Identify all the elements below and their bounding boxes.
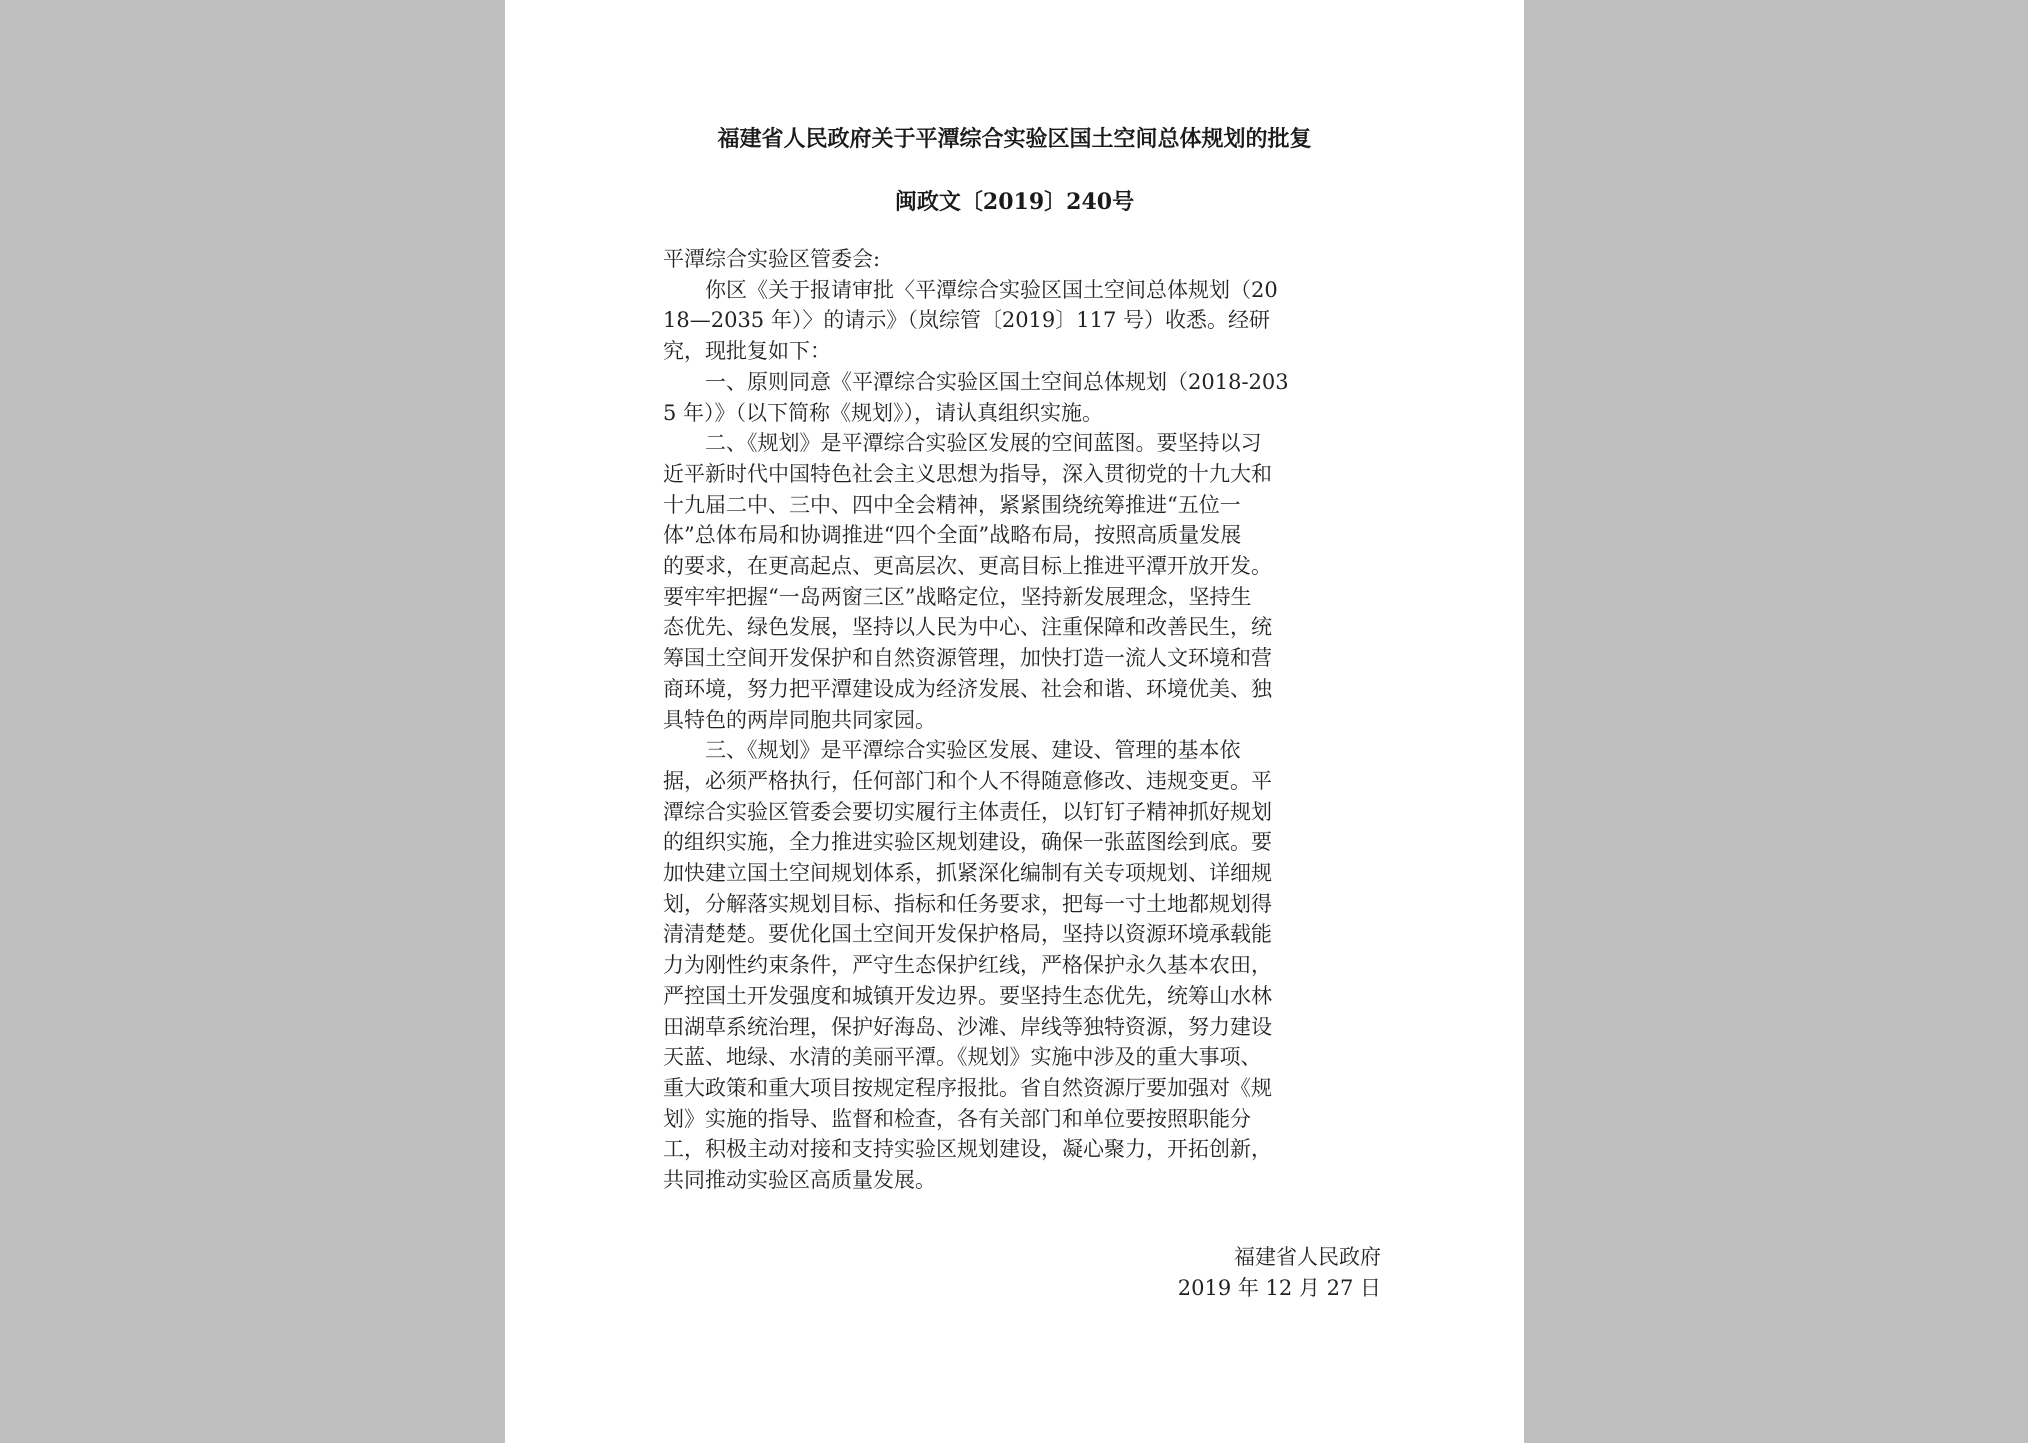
text-line: 筹国土空间开发保护和自然资源管理，加快打造一流人文环境和营 [663, 646, 1272, 671]
text-line: 据，必须严格执行，任何部门和个人不得随意修改、违规变更。平 [663, 768, 1272, 793]
document-number: 闽政文〔2019〕240号 [894, 189, 1135, 215]
paragraph-item-3 [663, 735, 1381, 1196]
issue-date: 2019 年 12 月 27 日 [1177, 1276, 1381, 1300]
text-line: 共同推动实验区高质量发展。 [663, 1168, 936, 1193]
text-line: 究，现批复如下： [663, 339, 831, 364]
text-line: 的要求，在更高起点、更高层次、更高目标上推进平潭开放开发。 [663, 554, 1272, 579]
text-line: 体”总体布局和协调推进“四个全面”战略布局，按照高质量发展 [663, 523, 1242, 548]
text-line: 力为刚性约束条件，严守生态保护红线，严格保护永久基本农田， [663, 953, 1272, 978]
text-line: 潭综合实验区管委会要切实履行主体责任，以钉钉子精神抓好规划 [663, 799, 1272, 824]
document-title: 福建省人民政府关于平潭综合实验区国土空间总体规划的批复 [717, 126, 1312, 152]
text-line: 二、《规划》是平潭综合实验区发展的空间蓝图。要坚持以习 [663, 431, 1262, 456]
text-line: 清清楚楚。要优化国土空间开发保护格局，坚持以资源环境承载能 [663, 922, 1272, 947]
paragraph-item-1 [663, 367, 1381, 428]
text-line: 严控国土开发强度和城镇开发边界。要坚持生态优先，统筹山水林 [663, 983, 1272, 1008]
text-line: 商环境，努力把平潭建设成为经济发展、社会和谐、环境优美、独 [663, 676, 1272, 701]
paragraph-item-2 [663, 428, 1381, 735]
document-page [505, 0, 1524, 1443]
text-line: 18—2035 年）〉的请示》（岚综管〔2019〕117 号）收悉。经研 [663, 308, 1271, 333]
document-body [663, 244, 1381, 1196]
text-line: 划》实施的指导、监督和检查，各有关部门和单位要按照职能分 [663, 1106, 1251, 1131]
signature-block [663, 1242, 1381, 1304]
text-line: 近平新时代中国特色社会主义思想为指导，深入贯彻党的十九大和 [663, 461, 1272, 486]
text-line: 天蓝、地绿、水清的美丽平潭。《规划》实施中涉及的重大事项、 [663, 1045, 1262, 1070]
text-line: 的组织实施，全力推进实验区规划建设，确保一张蓝图绘到底。要 [663, 830, 1272, 855]
text-line: 你区《关于报请审批〈平潭综合实验区国土空间总体规划（20 [663, 277, 1278, 302]
text-line: 5 年）》（以下简称《规划》），请认真组织实施。 [663, 400, 1104, 425]
text-line: 十九届二中、三中、四中全会精神，紧紧围绕统筹推进“五位一 [663, 492, 1241, 517]
paragraph-receipt [663, 275, 1381, 367]
text-line: 重大政策和重大项目按规定程序报批。省自然资源厅要加强对《规 [663, 1075, 1272, 1100]
text-line: 加快建立国土空间规划体系，抓紧深化编制有关专项规划、详细规 [663, 861, 1272, 886]
text-line: 三、《规划》是平潭综合实验区发展、建设、管理的基本依 [663, 738, 1241, 763]
issuer-name: 福建省人民政府 [1234, 1245, 1381, 1269]
text-line: 一、原则同意《平潭综合实验区国土空间总体规划（2018-203 [663, 369, 1289, 394]
text-line: 划，分解落实规划目标、指标和任务要求，把每一寸土地都规划得 [663, 891, 1272, 916]
text-line: 要牢牢把握“一岛两窗三区”战略定位，坚持新发展理念，坚持生 [663, 584, 1252, 609]
text-line: 态优先、绿色发展，坚持以人民为中心、注重保障和改善民生，统 [663, 615, 1272, 640]
text-line: 工，积极主动对接和支持实验区规划建设，凝心聚力，开拓创新， [663, 1137, 1272, 1162]
text-line: 田湖草系统治理，保护好海岛、沙滩、岸线等独特资源，努力建设 [663, 1014, 1272, 1039]
text-line: 具特色的两岸同胞共同家园。 [663, 707, 936, 732]
addressee: 平潭综合实验区管委会: [663, 247, 881, 271]
